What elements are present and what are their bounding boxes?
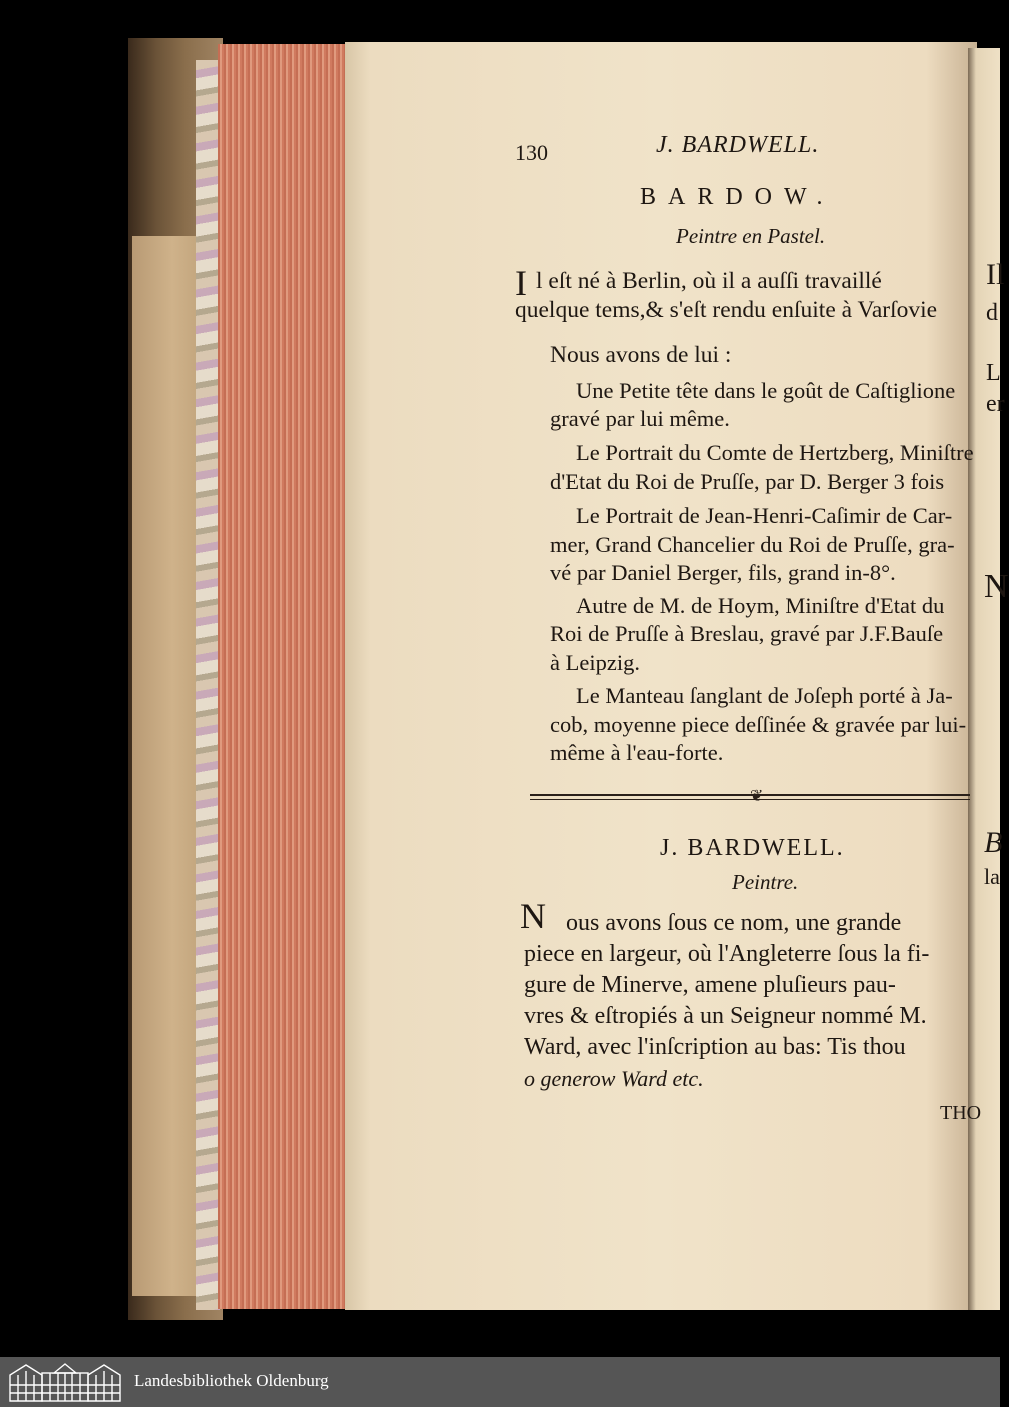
library-name: Landesbibliothek Oldenburg [134,1371,329,1390]
next-page-fragment: er [986,391,1005,417]
next-page-fragment: L [986,360,1001,386]
text-line: gure de Minerve, amene pluſieurs pau- [524,972,896,998]
page-block-edge [218,44,348,1309]
page-number: 130 [515,140,548,165]
text-line: l eſt né à Berlin, où il a auſſi travaillé [536,268,882,294]
text-line: Nous avons de lui : [550,342,732,368]
text-line: vres & eſtropiés à un Seigneur nommé M. [524,1003,927,1029]
next-page-fragment: la [984,864,1000,889]
text-line: gravé par lui même. [550,406,730,431]
drop-initial: N [520,896,546,936]
text-line: Roi de Pruſſe à Breslau, gravé par J.F.Bauſe [550,621,944,646]
text-line: Ward, avec l'inſcription au bas: Tis thou [524,1034,906,1060]
next-page-fragment: d [986,300,998,326]
text-line: Une Petite tête dans le goût de Caſtiglione [576,378,956,403]
text-line: o generow Ward etc. [524,1066,704,1091]
text-line: cob, moyenne piece deſſinée & gravée par lui- [550,712,967,737]
entry-heading-bardwell: J. BARDWELL. [660,835,845,861]
text-line: même à l'eau-forte. [550,740,724,765]
marbled-endpaper [196,60,220,1310]
text-line: vé par Daniel Berger, fils, grand in-8°. [550,560,896,585]
next-page-fragment: N [984,568,1009,605]
running-head: J. BARDWELL. [656,132,820,158]
page [345,42,977,1310]
ornament-icon: ❦ [750,788,764,805]
text-line: quelque tems,& s'eſt rendu enſuite à Varſovie [515,297,938,323]
text-line: Le Portrait de Jean-Henri-Caſimir de Car- [576,503,953,528]
text-line: à Leipzig. [550,650,640,675]
text-line: Le Portrait du Comte de Hertzberg, Miniſtre [576,440,974,465]
ornamental-rule [530,788,970,805]
text-line: Autre de M. de Hoym, Miniſtre d'Etat du [576,593,945,618]
library-building-logo-icon [8,1361,122,1403]
drop-initial: I [515,263,527,303]
next-page-fragment: Il [986,258,1005,291]
entry-subheading-bardwell: Peintre. [732,870,799,894]
catchword: THO [940,1102,982,1124]
text-line: piece en largeur, où l'Angleterre ſous la fi- [524,941,930,967]
footer-bar [0,1357,1000,1407]
text-line: mer, Grand Chancelier du Roi de Pruſſe, gra- [550,532,955,557]
text-line: ous avons ſous ce nom, une grande [566,910,902,936]
text-line: d'Etat du Roi de Pruſſe, par D. Berger 3 fois [550,469,945,494]
text-line: Le Manteau ſanglant de Joſeph porté à Ja- [576,683,953,708]
entry-heading-bardow: BARDOW. [640,184,835,210]
entry-subheading-bardow: Peintre en Pastel. [676,224,826,248]
next-page-fragment: B [984,826,1003,859]
